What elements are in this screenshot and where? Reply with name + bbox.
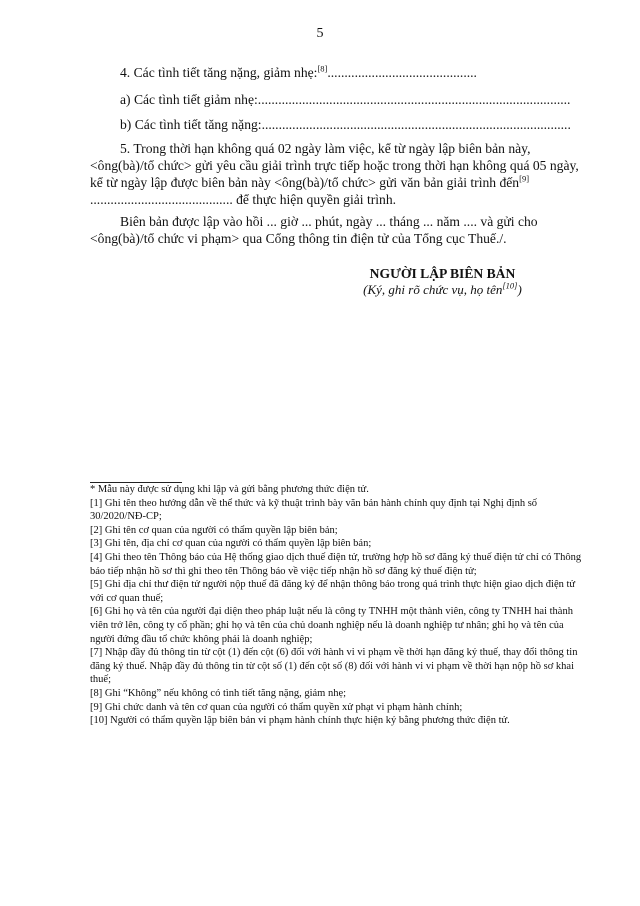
- item-4a-dots: ............................................................................................: [257, 92, 571, 107]
- item-4: [90, 64, 590, 81]
- footnote-item: * Mẫu này được sử dụng khi lập và gửi bằng phương thức điện tử.: [90, 484, 369, 495]
- item-4-label: 4. Các tình tiết tăng nặng, giảm nhẹ:: [120, 65, 318, 80]
- footnote-item: [9] Ghi chức danh và tên cơ quan của người có thẩm quyền xử phạt vi phạm hành chính;: [90, 701, 463, 713]
- footnote-item: [3] Ghi tên, địa chỉ cơ quan của người có thẩm quyền lập biên bản;: [90, 538, 372, 550]
- footnote-item: [6] Ghi họ và tên của người đại diện theo pháp luật nếu là công ty TNHH một thành viên, công ty TNHH hai thành viên trở lên, công ty cổ phần; ghi họ và tên của chủ doanh nghiệp nếu là doanh nghiệp tư nhân; ghi họ và tên của người đứng đầu tổ chức không phải là doanh nghiệp;: [90, 606, 573, 645]
- item-5-tail: .......................................... để thực hiện quyền giải trình.: [90, 192, 397, 207]
- signature-subtitle: (Ký, ghi rõ chức vụ, họ tên[10]): [363, 280, 522, 297]
- item-4-ref: [8]: [317, 63, 328, 74]
- footnote-item: [2] Ghi tên cơ quan của người có thẩm quyền lập biên bản;: [90, 524, 338, 536]
- signature-block: [340, 266, 545, 298]
- item-4-dots: ............................................: [327, 65, 477, 80]
- page-number: 5: [316, 26, 324, 41]
- item-4a: [90, 91, 590, 108]
- item-5: [90, 140, 590, 208]
- signature-title: NGƯỜI LẬP BIÊN BẢN: [369, 266, 516, 281]
- footnote-item: [8] Ghi “Không” nếu không có tình tiết tăng nặng, giảm nhẹ;: [90, 687, 347, 699]
- item-4b: [90, 116, 590, 133]
- footnote-item: [10] Người có thẩm quyền lập biên bản vi phạm hành chính thực hiện ký bằng phương thức điện tử.: [90, 715, 510, 727]
- footnote-item: [4] Ghi theo tên Thông báo của Hệ thống giao dịch thuế điện tử, trường hợp hồ sơ đăng ký thuế điện tử chỉ có Thông báo tiếp nhận hồ sơ thì ghi theo tên Thông báo về việc tiếp nhận hồ sơ đăng ký thuế điện tử;: [90, 551, 582, 577]
- footnotes: [90, 483, 590, 728]
- item-5-text: 5. Trong thời hạn không quá 02 ngày làm việc, kể từ ngày lập biên bản này, <ông(bà)/tổ chức> gửi yêu cầu giải trình trực tiếp hoặc trong thời hạn không quá 05 ngày, kể từ ngày lập được biên bản này <ông(bà)/tổ chức> gửi văn bản giải trình đến: [90, 141, 579, 190]
- item-4b-dots: ...........................................................................................: [261, 117, 571, 132]
- item-5-ref: [9]: [519, 173, 530, 184]
- footnote-item: [7] Nhập đầy đủ thông tin từ cột (1) đến cột (6) đối với hành vi vi phạm về thời hạn đăng ký thuế, thay đổi thông tin đăng ký thuế. Nhập đầy đủ thông tin từ cột số (1) đến cột số (8) đối với hành vi vi phạm về thời hạn nộp hồ sơ khai thuế;: [90, 647, 578, 686]
- footnote-item: [1] Ghi tên theo hướng dẫn về thể thức và kỹ thuật trình bày văn bản hành chính quy định tại Nghị định số 30/2020/NĐ-CP;: [90, 497, 538, 523]
- item-4a-label: a) Các tình tiết giảm nhẹ:: [120, 92, 258, 107]
- closing-paragraph: Biên bản được lập vào hồi ... giờ ... phút, ngày ... tháng ... năm .... và gửi cho <ông(bà)/tổ chức vi phạm> qua Cổng thông tin điện tử của Tổng cục Thuế./.: [90, 214, 538, 246]
- item-4b-label: b) Các tình tiết tăng nặng:: [120, 117, 262, 132]
- footnote-item: [5] Ghi địa chỉ thư điện tử người nộp thuế đã đăng ký để nhận thông báo trong quá trình thực hiện giao dịch điện tử với cơ quan thuế;: [90, 579, 576, 604]
